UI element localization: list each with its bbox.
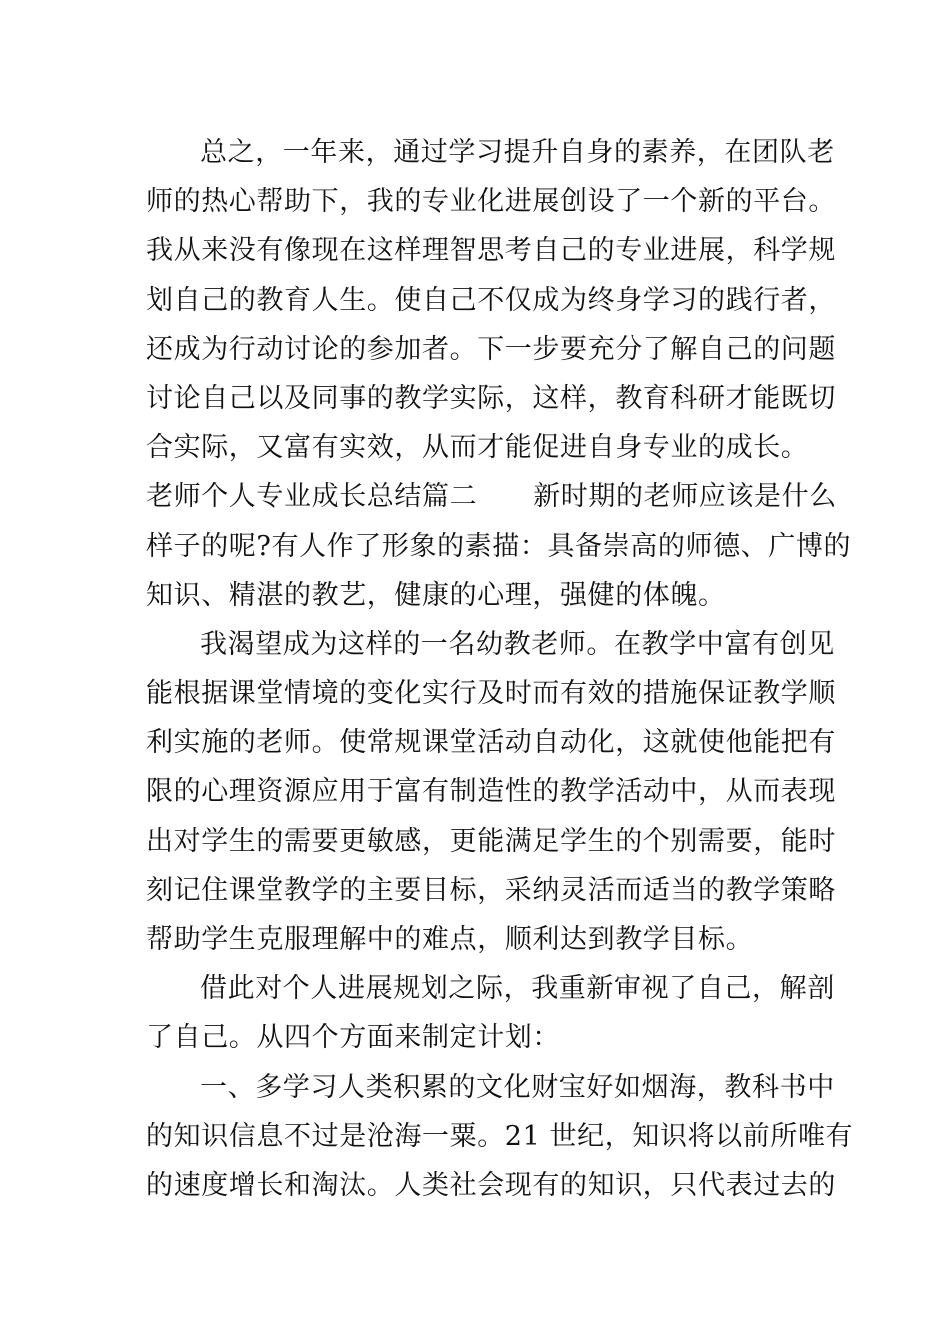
text-line: 合实际，又富有实效，从而才能促进自身专业的成长。 [146,432,809,464]
text-line: 样子的呢?有人作了形象的素描：具备崇高的师德、广博的 [146,530,852,562]
text-line: 知识、精湛的教艺，健康的心理，强健的体魄。 [146,579,726,611]
text-line: 一、多学习人类积累的文化财宝好如烟海，教科书中 [200,1071,835,1103]
text-line: 出对学生的需要更敏感，更能满足学生的个别需要，能时 [146,825,836,857]
text-run: 新时期的老师应该是什么 [533,481,837,513]
paragraph-plan-item-one [146,1063,854,1211]
text-line: 能根据课堂情境的变化实行及时而有效的措施保证教学顺 [146,678,836,710]
text-line: 师的热心帮助下，我的专业化进展创设了一个新的平台。 [146,186,836,218]
text-line: 的知识信息不过是沧海一粟。21 世纪，知识将以前所唯有 [146,1120,854,1152]
paragraph-new-era-teacher [146,472,852,620]
text-line: 总之，一年来，通过学习提升自身的素养，在团队老 [200,137,835,168]
text-line: 限的心理资源应用于富有制造性的教学活动中，从而表现 [146,776,836,808]
text-line: 划自己的教育人生。使自己不仅成为终身学习的践行者， [146,284,836,316]
text-line: 借此对个人进展规划之际，我重新审视了自己，解剖 [200,973,835,1005]
text-line: 了自己。从四个方面来制定计划： [146,1022,560,1054]
text-line: 刻记住课堂教学的主要目标，采纳灵活而适当的教学策略 [146,874,836,906]
paragraph-summary [146,128,836,472]
text-line: 帮助学生克服理解中的难点，顺利达到教学目标。 [146,924,754,955]
text-line: 我渴望成为这样的一名幼教老师。在教学中富有创见 [200,628,835,660]
paragraph-plan-intro [146,964,835,1062]
text-line: 的速度增长和淘汰。人类社会现有的知识，只代表过去的 [146,1169,836,1201]
text-line: 讨论自己以及同事的教学实际，这样，教育科研才能既切 [146,382,836,414]
text-line: 还成为行动讨论的参加者。下一步要充分了解自己的问题 [146,333,836,365]
text-line: 利实施的老师。使常规课堂活动自动化，这就使他能把有 [146,727,836,759]
heading-line [146,472,837,521]
paragraph-aspiration [146,620,836,964]
document-page [146,128,854,1210]
section-heading: 老师个人专业成长总结篇二 [146,481,478,513]
text-line: 我从来没有像现在这样理智思考自己的专业进展，科学规 [146,235,836,267]
